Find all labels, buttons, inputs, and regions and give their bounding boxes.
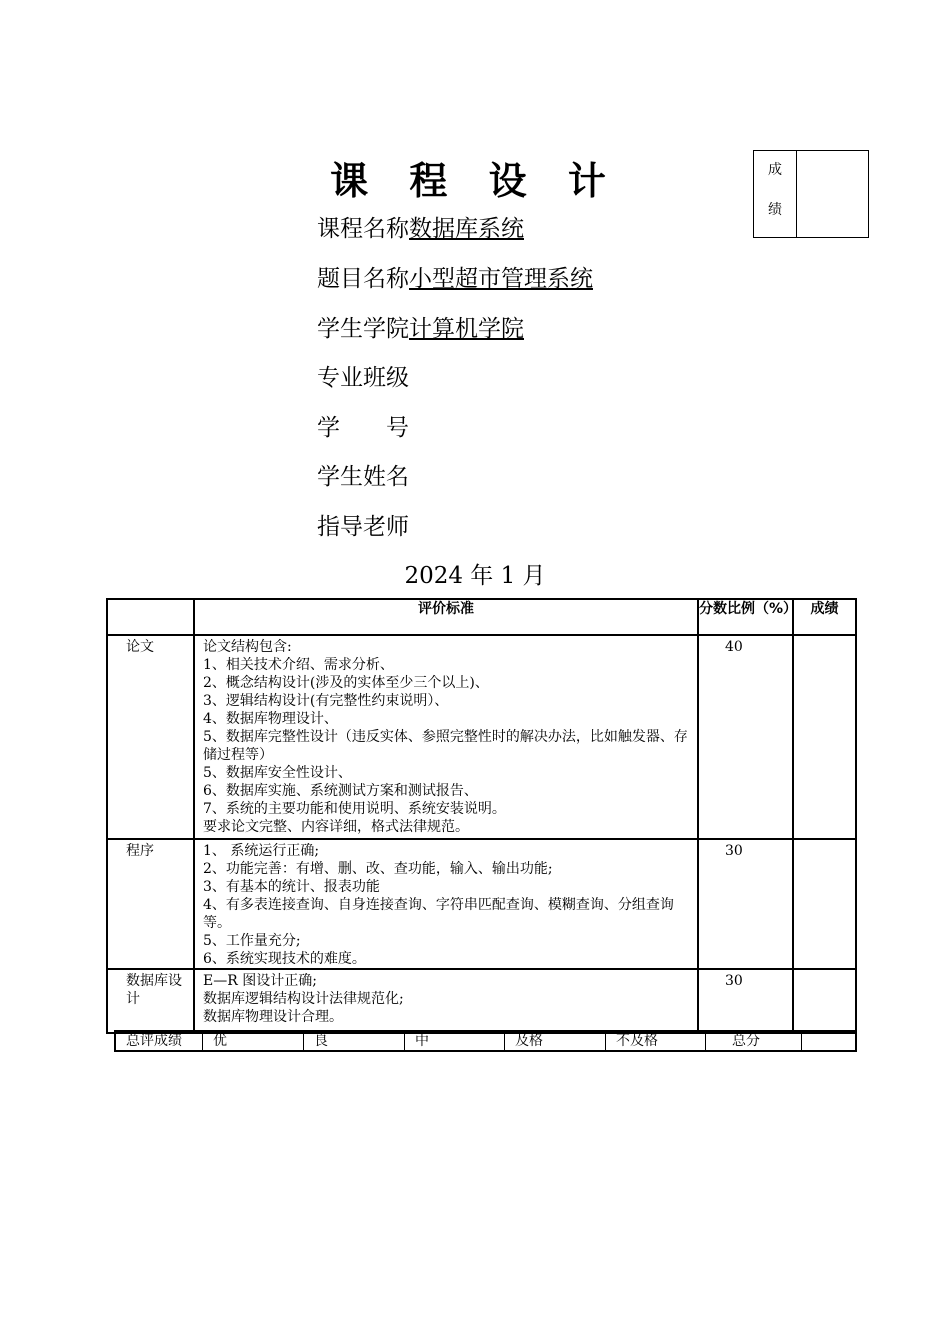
student-id-label: 学 号 xyxy=(317,415,409,441)
criteria-line: 3、逻辑结构设计(有完整性约束说明）、 xyxy=(203,693,449,709)
course-name-label: 课程名称 xyxy=(317,216,409,242)
criteria-line: 要求论文完整、内容详细，格式法律规范。 xyxy=(203,819,469,835)
summary-row xyxy=(114,1030,857,1052)
criteria-line: 1、 系统运行正确; xyxy=(203,843,320,859)
criteria-line: 1、相关技术介绍、需求分析、 xyxy=(203,657,394,673)
student-name-label: 学生姓名 xyxy=(317,464,409,490)
course-name-value: 数据库系统 xyxy=(409,216,524,242)
summary-label: 总评成绩 xyxy=(116,1032,203,1050)
criteria-line: 4、数据库物理设计、 xyxy=(203,711,338,727)
summary-medium: 中 xyxy=(405,1032,505,1050)
grade-label xyxy=(754,151,797,237)
major-class-label: 专业班级 xyxy=(317,365,409,391)
grade-box xyxy=(753,150,869,238)
row-category: 程序 xyxy=(107,839,194,969)
table-body xyxy=(107,635,856,1033)
grade-value xyxy=(797,151,868,237)
table-row xyxy=(107,635,856,839)
table-row xyxy=(107,969,856,1033)
date: 2024 年 1 月 xyxy=(404,563,546,589)
topic-name-label: 题目名称 xyxy=(317,266,409,292)
topic-name-line xyxy=(317,260,593,293)
summary-excellent: 优 xyxy=(203,1032,304,1050)
summary-pass: 及格 xyxy=(505,1032,606,1050)
summary-total-value xyxy=(802,1032,855,1050)
criteria-line: 5、数据库完整性设计（违反实体、参照完整性时的解决办法，比如触发器、存储过程等） xyxy=(203,729,688,763)
college-value: 计算机学院 xyxy=(409,316,524,342)
grade-label-top: 成 xyxy=(768,162,782,178)
criteria-line: 数据库物理设计合理。 xyxy=(203,1009,343,1025)
criteria-line: 6、系统实现技术的难度。 xyxy=(203,951,366,967)
header-percent: 分数比例（%） xyxy=(698,599,793,635)
college-line xyxy=(317,310,524,343)
criteria-line: E—R 图设计正确; xyxy=(203,973,317,989)
student-name-line xyxy=(317,458,409,491)
teacher-line xyxy=(317,508,409,541)
row-criteria xyxy=(194,969,698,1033)
row-criteria xyxy=(194,839,698,969)
criteria-line: 2、功能完善：有增、删、改、查功能，输入、输出功能; xyxy=(203,861,553,877)
student-id-line xyxy=(317,409,409,442)
row-score xyxy=(793,969,856,1033)
table-header-row xyxy=(107,599,856,635)
criteria-line: 3、有基本的统计、报表功能 xyxy=(203,879,380,895)
grade-label-bottom: 绩 xyxy=(768,202,782,218)
page-title: 课 程 设 计 xyxy=(330,159,620,203)
criteria-line: 论文结构包含: xyxy=(203,639,292,655)
criteria-line: 5、数据库安全性设计、 xyxy=(203,765,352,781)
criteria-line: 6、数据库实施、系统测试方案和测试报告、 xyxy=(203,783,478,799)
header-score: 成绩 xyxy=(793,599,856,635)
row-category: 数据库设计 xyxy=(107,969,194,1033)
criteria-line: 4、有多表连接查询、自身连接查询、字符串匹配查询、模糊查询、分组查询等。 xyxy=(203,897,674,931)
row-percent: 30 xyxy=(698,839,793,969)
teacher-label: 指导老师 xyxy=(317,514,409,540)
summary-fail: 不及格 xyxy=(606,1032,706,1050)
row-score xyxy=(793,635,856,839)
row-criteria xyxy=(194,635,698,839)
criteria-line: 2、概念结构设计(涉及的实体至少三个以上)、 xyxy=(203,675,489,691)
row-category: 论文 xyxy=(107,635,194,839)
major-class-line xyxy=(317,359,409,392)
topic-name-value: 小型超市管理系统 xyxy=(409,266,593,292)
evaluation-table xyxy=(106,598,857,1034)
row-percent: 40 xyxy=(698,635,793,839)
summary-total-label: 总分 xyxy=(706,1032,802,1050)
row-score xyxy=(793,839,856,969)
criteria-line: 5、工作量充分; xyxy=(203,933,301,949)
header-criteria: 评价标准 xyxy=(194,599,698,635)
table-row xyxy=(107,839,856,969)
course-name-line xyxy=(317,210,524,243)
summary-good: 良 xyxy=(304,1032,405,1050)
criteria-line: 7、系统的主要功能和使用说明、系统安装说明。 xyxy=(203,801,506,817)
row-percent: 30 xyxy=(698,969,793,1033)
header-blank xyxy=(107,599,194,635)
college-label: 学生学院 xyxy=(317,316,409,342)
criteria-line: 数据库逻辑结构设计法律规范化; xyxy=(203,991,404,1007)
